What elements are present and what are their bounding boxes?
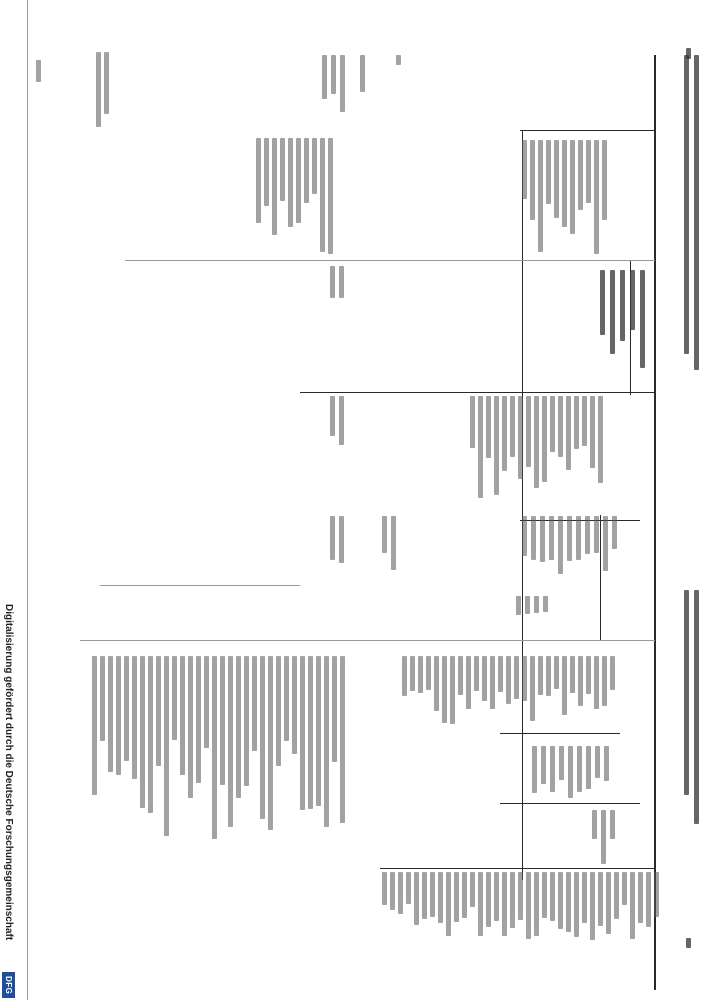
text-line <box>280 138 285 201</box>
text-line <box>562 656 567 715</box>
text-line <box>586 140 591 203</box>
text-line <box>506 656 511 704</box>
text-line <box>188 656 193 798</box>
text-line <box>559 746 564 780</box>
text-line <box>570 140 575 234</box>
text-line <box>610 656 615 690</box>
text-line <box>566 872 571 932</box>
text-line <box>546 656 551 696</box>
text-line <box>220 656 225 785</box>
text-line <box>339 266 344 298</box>
text-line <box>601 810 606 864</box>
text-line <box>578 656 583 706</box>
horizontal-rule <box>380 868 655 869</box>
text-line <box>236 656 241 798</box>
text-line <box>462 872 467 918</box>
text-line <box>694 590 699 824</box>
text-line <box>430 872 435 917</box>
text-line <box>204 656 209 748</box>
text-line <box>422 872 427 919</box>
text-line <box>308 656 313 809</box>
text-line <box>288 138 293 227</box>
header-rule <box>654 55 656 990</box>
text-line <box>296 138 301 223</box>
text-line <box>398 872 403 914</box>
horizontal-rule <box>500 803 640 804</box>
text-line <box>602 656 607 706</box>
text-line <box>582 396 587 446</box>
text-line <box>684 590 689 795</box>
text-line <box>606 872 611 934</box>
text-line <box>684 55 689 354</box>
text-line <box>550 872 555 921</box>
text-line <box>458 656 463 695</box>
text-line <box>418 656 423 693</box>
text-line <box>390 872 395 910</box>
text-line <box>470 872 475 907</box>
text-line <box>585 516 590 554</box>
text-line <box>330 396 335 436</box>
text-line <box>518 872 523 920</box>
text-line <box>276 656 281 766</box>
text-line <box>414 872 419 925</box>
text-line <box>446 872 451 936</box>
text-line <box>638 872 643 923</box>
text-line <box>522 140 527 199</box>
text-line <box>526 872 531 939</box>
text-line <box>438 872 443 923</box>
text-line <box>538 656 543 695</box>
horizontal-rule <box>300 392 655 393</box>
text-line <box>316 656 321 806</box>
text-line <box>396 55 401 65</box>
text-line <box>542 396 547 482</box>
text-line <box>522 656 527 701</box>
text-line <box>531 516 536 560</box>
digitization-credit: Digitalisierung gefördert durch die Deutsche Forschungsgemeinschaft <box>3 604 14 941</box>
scan-edge-line <box>27 0 28 1000</box>
text-line <box>604 746 609 781</box>
text-line <box>594 140 599 254</box>
text-line <box>518 396 523 479</box>
text-line <box>502 396 507 471</box>
text-line <box>620 270 625 341</box>
text-line <box>600 270 605 335</box>
text-line <box>558 516 563 574</box>
text-line <box>292 656 297 754</box>
text-line <box>410 656 415 691</box>
text-line <box>694 55 699 370</box>
text-line <box>466 656 471 709</box>
horizontal-rule <box>500 733 620 734</box>
text-line <box>530 656 535 721</box>
text-line <box>454 872 459 922</box>
text-line <box>212 656 217 839</box>
text-line <box>36 60 41 82</box>
dfg-logo-text: DFG <box>4 975 13 995</box>
text-line <box>164 656 169 836</box>
horizontal-rule <box>520 130 655 131</box>
text-line <box>578 140 583 210</box>
text-line <box>340 656 345 823</box>
text-line <box>328 138 333 254</box>
text-line <box>260 656 265 819</box>
text-line <box>244 656 249 786</box>
text-line <box>360 55 365 92</box>
text-line <box>108 656 113 772</box>
text-line <box>590 872 595 940</box>
text-line <box>582 872 587 923</box>
text-line <box>686 938 691 948</box>
text-line <box>543 596 548 612</box>
horizontal-rule <box>125 260 655 261</box>
text-line <box>590 396 595 468</box>
text-line <box>116 656 121 775</box>
text-line <box>339 516 344 563</box>
text-line <box>532 746 537 793</box>
text-line <box>562 140 567 227</box>
text-line <box>534 596 539 613</box>
text-line <box>482 656 487 701</box>
text-line <box>330 266 335 298</box>
text-line <box>272 138 277 235</box>
text-line <box>300 656 305 810</box>
text-line <box>514 656 519 699</box>
text-line <box>96 52 101 127</box>
text-line <box>330 516 335 560</box>
text-line <box>510 396 515 457</box>
text-line <box>554 656 559 689</box>
text-line <box>550 396 555 452</box>
text-line <box>498 656 503 692</box>
text-line <box>320 138 325 252</box>
text-line <box>450 656 455 724</box>
text-line <box>132 656 137 779</box>
text-line <box>630 270 635 330</box>
text-line <box>92 656 97 795</box>
text-line <box>284 656 289 741</box>
vertical-rule <box>522 130 523 880</box>
text-line <box>574 396 579 449</box>
text-line <box>490 656 495 709</box>
text-line <box>538 140 543 252</box>
text-line <box>530 140 535 220</box>
text-line <box>510 872 515 928</box>
text-line <box>474 656 479 691</box>
text-line <box>602 140 607 220</box>
text-line <box>304 138 309 203</box>
text-line <box>630 872 635 939</box>
text-line <box>534 872 539 936</box>
text-line <box>646 872 651 927</box>
text-line <box>264 138 269 206</box>
text-line <box>100 656 105 741</box>
text-line <box>406 872 411 904</box>
text-line <box>478 872 483 936</box>
text-line <box>598 396 603 483</box>
text-line <box>442 656 447 723</box>
text-line <box>331 55 336 94</box>
text-line <box>594 516 599 553</box>
text-line <box>478 396 483 498</box>
text-line <box>540 516 545 562</box>
text-line <box>402 656 407 696</box>
text-line <box>614 872 619 919</box>
text-line <box>622 872 627 905</box>
text-line <box>494 872 499 921</box>
text-line <box>586 656 591 694</box>
horizontal-rule <box>100 585 300 586</box>
text-line <box>610 810 615 839</box>
text-line <box>595 746 600 778</box>
text-line <box>502 872 507 936</box>
text-line <box>339 396 344 445</box>
text-line <box>534 396 539 488</box>
text-line <box>546 140 551 204</box>
text-line <box>104 52 109 114</box>
text-line <box>549 516 554 560</box>
text-line <box>610 270 615 354</box>
text-line <box>140 656 145 808</box>
text-line <box>566 396 571 470</box>
text-line <box>382 872 387 905</box>
text-line <box>640 270 645 368</box>
text-line <box>558 396 563 457</box>
text-line <box>542 872 547 918</box>
text-line <box>470 396 475 448</box>
text-line <box>156 656 161 766</box>
text-line <box>567 516 572 561</box>
vertical-rule <box>600 515 601 640</box>
dfg-logo <box>2 972 15 998</box>
text-line <box>486 872 491 927</box>
text-line <box>486 396 491 458</box>
text-line <box>574 872 579 937</box>
text-line <box>180 656 185 775</box>
text-line <box>525 596 530 614</box>
text-line <box>526 396 531 467</box>
text-line <box>554 140 559 218</box>
text-line <box>340 55 345 112</box>
text-line <box>598 872 603 926</box>
text-line <box>322 55 327 99</box>
text-line <box>570 656 575 693</box>
text-line <box>577 746 582 792</box>
text-line <box>391 516 396 570</box>
text-line <box>603 516 608 571</box>
text-line <box>124 656 129 761</box>
text-line <box>494 396 499 495</box>
text-line <box>568 746 573 798</box>
text-line <box>252 656 257 751</box>
text-line <box>558 872 563 929</box>
text-line <box>324 656 329 827</box>
text-line <box>256 138 261 223</box>
text-line <box>576 516 581 560</box>
horizontal-rule <box>80 640 655 641</box>
text-line <box>541 746 546 784</box>
text-line <box>686 48 691 59</box>
text-line <box>172 656 177 740</box>
text-line <box>332 656 337 762</box>
text-line <box>594 656 599 709</box>
text-line <box>586 746 591 789</box>
text-line <box>550 746 555 792</box>
text-line <box>612 516 617 549</box>
text-line <box>196 656 201 783</box>
text-line <box>522 516 527 556</box>
text-line <box>148 656 153 813</box>
text-line <box>516 596 521 615</box>
text-line <box>268 656 273 830</box>
text-line <box>654 872 659 917</box>
text-line <box>592 810 597 839</box>
text-line <box>434 656 439 711</box>
text-line <box>228 656 233 827</box>
text-line <box>382 516 387 553</box>
text-line <box>426 656 431 690</box>
text-line <box>312 138 317 194</box>
